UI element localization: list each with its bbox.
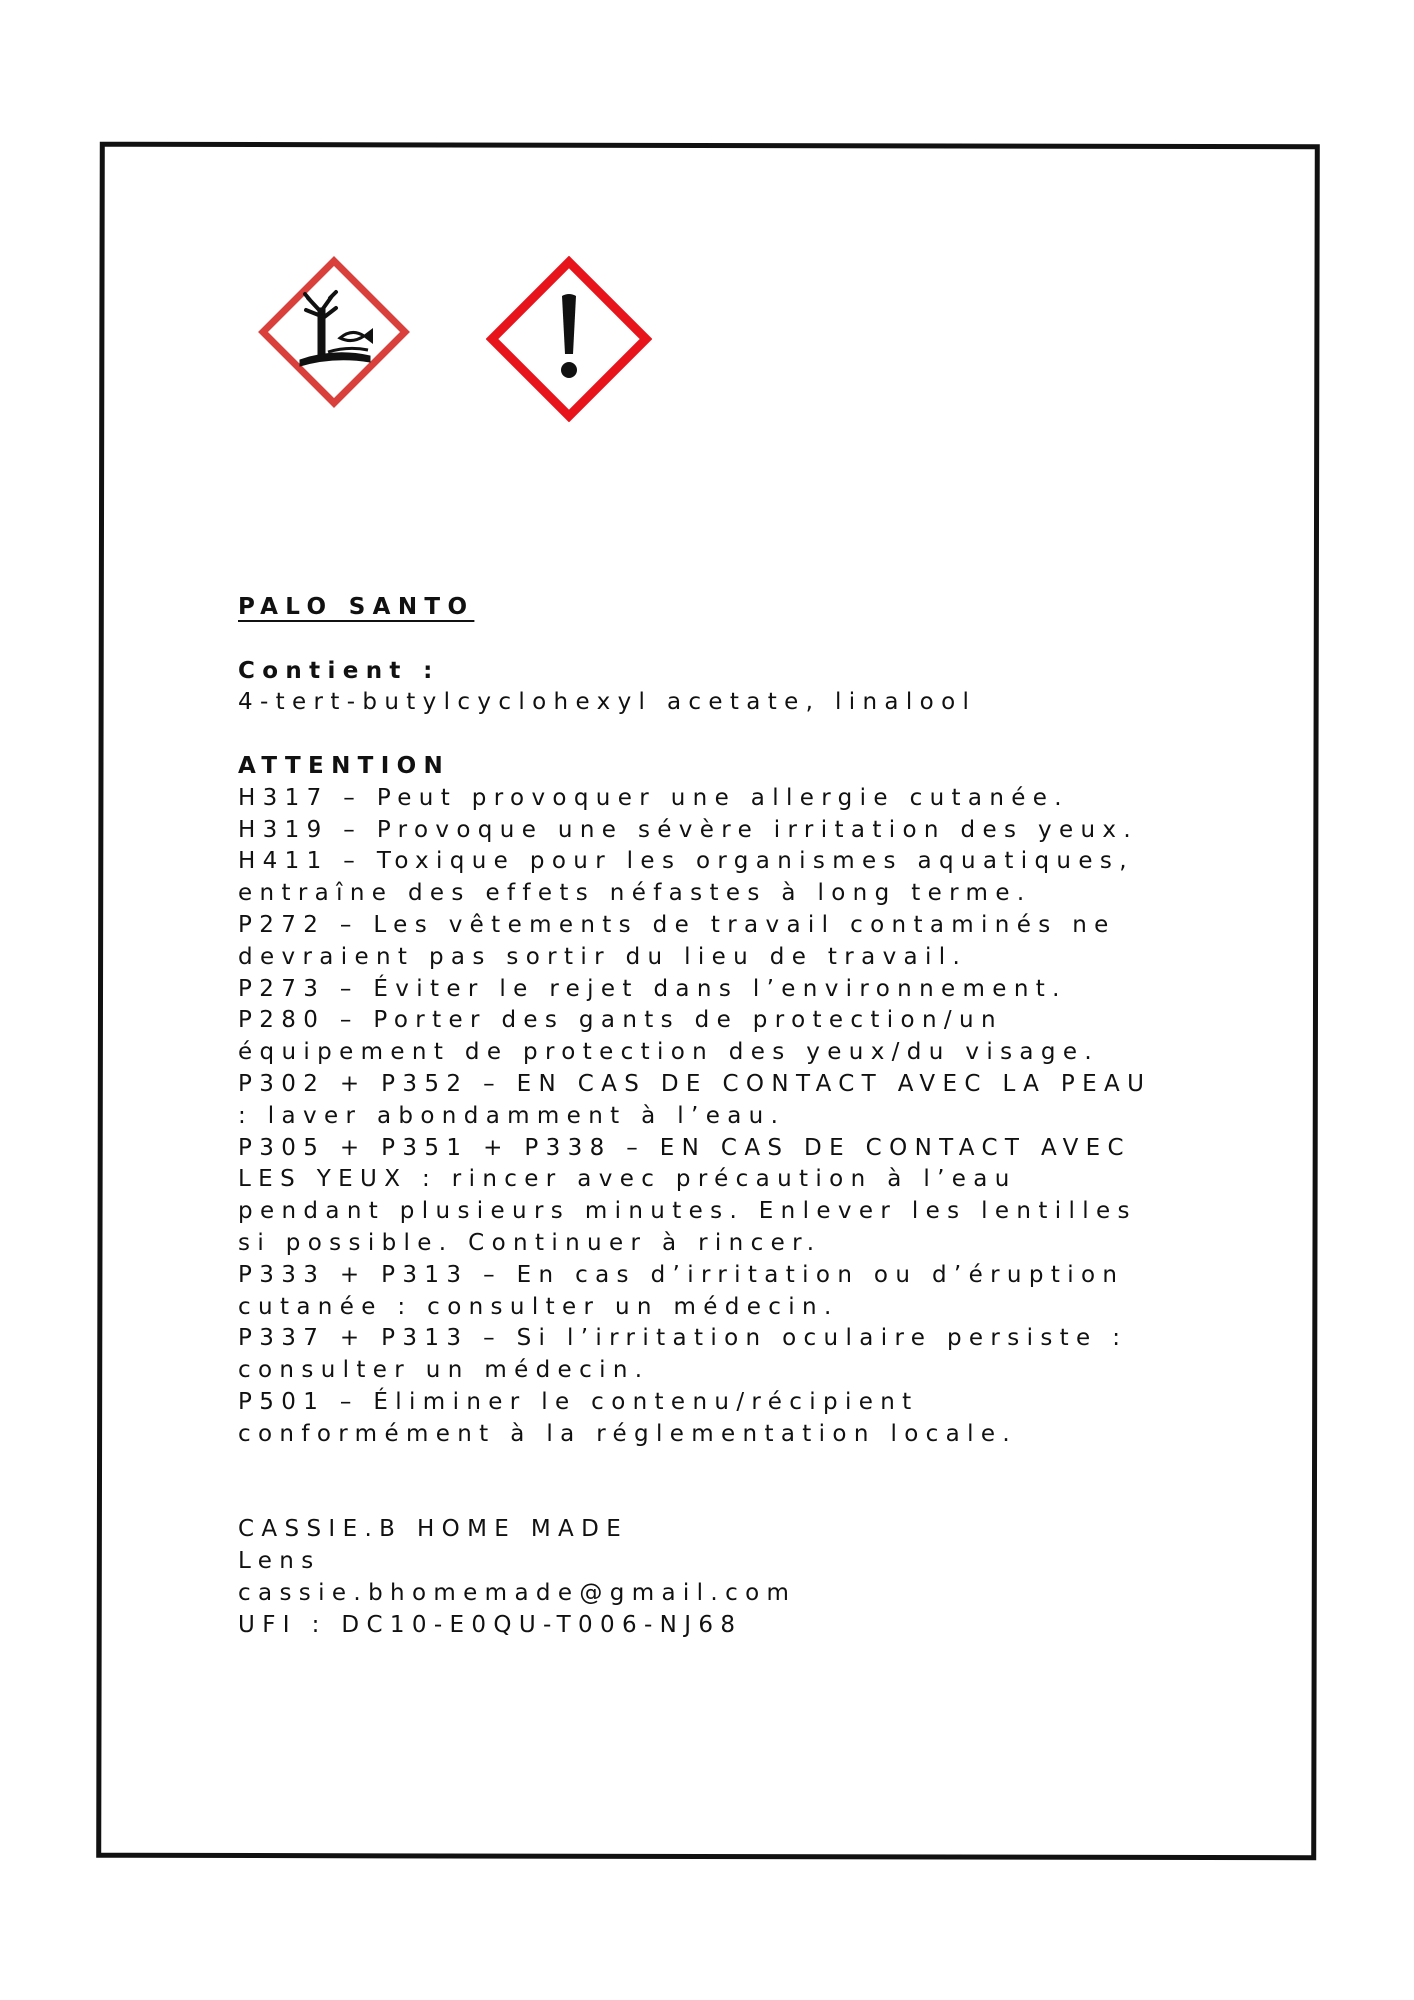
environment-hazard-icon bbox=[258, 256, 410, 408]
statement-line: si possible. Continuer à rincer. bbox=[238, 1229, 822, 1256]
statement-line: entraîne des effets néfastes à long terme. bbox=[238, 880, 1032, 907]
contains-heading: Contient : bbox=[238, 657, 440, 684]
product-name: PALO SANTO bbox=[238, 594, 475, 620]
statement-line: P337 + P313 – Si l’irritation oculaire persiste : bbox=[238, 1325, 1128, 1352]
statement-line: P273 – Éviter le rejet dans l’environnement. bbox=[238, 975, 1067, 1002]
statement-line: H319 – Provoque une sévère irritation des yeux. bbox=[238, 816, 1139, 843]
statement-line: équipement de protection des yeux/du visage. bbox=[238, 1039, 1100, 1066]
supplier-ufi: UFI : DC10-E0QU-T006-NJ68 bbox=[238, 1611, 743, 1638]
statement-line: LES YEUX : rincer avec précaution à l’eau bbox=[238, 1166, 1017, 1193]
statement-line: cutanée : consulter un médecin. bbox=[238, 1293, 839, 1320]
statement-line: conformément à la réglementation locale. bbox=[238, 1420, 1018, 1447]
statement-line: P333 + P313 – En cas d’irritation ou d’éruption bbox=[238, 1261, 1125, 1288]
statement-line: consulter un médecin. bbox=[238, 1357, 650, 1384]
label-text bbox=[238, 592, 1218, 1641]
exclamation-mark-icon bbox=[486, 256, 652, 422]
statement-line: P501 – Éliminer le contenu/récipient bbox=[238, 1388, 919, 1415]
statement-line: P272 – Les vêtements de travail contaminés ne bbox=[238, 911, 1116, 938]
statement-line: P280 – Porter des gants de protection/un bbox=[238, 1007, 1003, 1034]
supplier-city: Lens bbox=[238, 1547, 321, 1574]
contains-value: 4-tert-butylcyclohexyl acetate, linalool bbox=[238, 689, 977, 716]
statement-line: : laver abondamment à l’eau. bbox=[238, 1102, 786, 1129]
signal-word: ATTENTION bbox=[238, 752, 451, 779]
statement-line: pendant plusieurs minutes. Enlever les lentilles bbox=[238, 1198, 1137, 1225]
statement-line: H317 – Peut provoquer une allergie cutanée. bbox=[238, 784, 1069, 811]
supplier-name: CASSIE.B HOME MADE bbox=[238, 1516, 629, 1543]
statement-line: P302 + P352 – EN CAS DE CONTACT AVEC LA PEAU bbox=[238, 1070, 1152, 1097]
statement-line: H411 – Toxique pour les organismes aquatiques, bbox=[238, 848, 1134, 875]
statement-line: devraient pas sortir du lieu de travail. bbox=[238, 943, 968, 970]
supplier-email: cassie.bhomemade@gmail.com bbox=[238, 1579, 797, 1606]
statement-line: P305 + P351 + P338 – EN CAS DE CONTACT AVEC bbox=[238, 1134, 1131, 1161]
